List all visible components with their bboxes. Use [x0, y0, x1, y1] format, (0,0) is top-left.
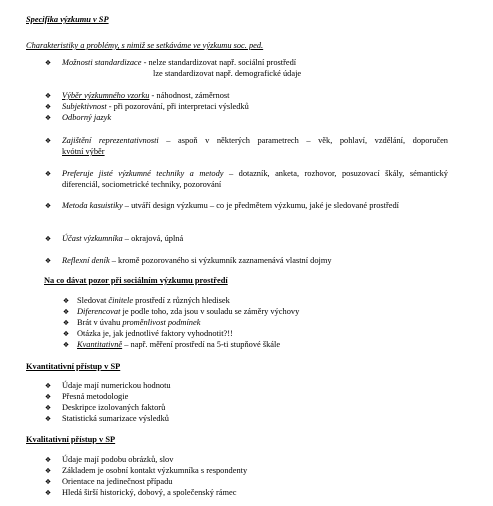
list-item: Diferencovat je podle toho, zda jsou v souladu se záměry výchovy [77, 307, 300, 316]
page-title: Specifika výzkumu v SP [26, 15, 109, 24]
list-item: Orientace na jedinečnost případu [62, 477, 173, 486]
list-item: Možnosti standardizace - nelze standardizovat např. sociální prostředí [62, 58, 297, 67]
list-item: Sledovat činitele prostředí z různých hledisek [77, 296, 230, 305]
bullet-icon: ❖ [44, 404, 52, 412]
bullet-icon: ❖ [44, 257, 52, 265]
bullet-icon: ❖ [44, 478, 52, 486]
list-item: Základem je osobní kontakt výzkumníka s respondenty [62, 466, 248, 475]
bullet-icon: ❖ [62, 308, 70, 316]
list-item-continuation: lze standardizovat např. demografické údaje [153, 69, 302, 78]
bullet-icon: ❖ [44, 393, 52, 401]
section-heading-caution: Na co dávat pozor při sociálním výzkumu prostředí [44, 276, 228, 285]
bullet-icon: ❖ [44, 137, 52, 145]
bullet-icon: ❖ [44, 92, 52, 100]
list-item: Brát v úvahu proměnlivost podmínek [77, 318, 201, 327]
bullet-icon: ❖ [62, 341, 70, 349]
list-item: Přesná metodologie [62, 392, 129, 401]
bullet-icon: ❖ [44, 415, 52, 423]
bullet-icon: ❖ [44, 467, 52, 475]
list-item-continuation: diferenciál, sociometrické techniky, pozorování [62, 180, 222, 189]
list-item-continuation: kvótní výběr [62, 147, 105, 156]
bullet-icon: ❖ [44, 114, 52, 122]
section-heading-quantitative: Kvantitativní přístup v SP [26, 362, 121, 371]
list-item: Odborný jazyk [62, 113, 112, 122]
list-item: Údaje mají podobu obrázků, slov [62, 455, 174, 464]
list-item: Výběr výzkumného vzorku - náhodnost, záměrnost [62, 91, 230, 100]
bullet-icon: ❖ [44, 202, 52, 210]
bullet-icon: ❖ [62, 319, 70, 327]
bullet-icon: ❖ [44, 235, 52, 243]
bullet-icon: ❖ [44, 456, 52, 464]
list-item: Metoda kasuistiky – utváří design výzkumu – co je předmětem výzkumu, jaké je sledované prostředí [62, 201, 400, 210]
list-item: Deskripce izolovaných faktorů [62, 403, 166, 412]
bullet-icon: ❖ [44, 382, 52, 390]
list-item: Hledá širší historický, dobový, a společenský rámec [62, 488, 237, 497]
page-subtitle: Charakteristiky a problémy, s nimiž se setkáváme ve výzkumu soc. ped. [26, 41, 264, 50]
list-item: Otázka je, jak jednotlivé faktory vyhodnotit?!! [77, 329, 233, 338]
bullet-icon: ❖ [44, 170, 52, 178]
list-item: Statistická sumarizace výsledků [62, 414, 169, 423]
list-item: Účast výzkumníka – okrajová, úplná [62, 234, 184, 243]
bullet-icon: ❖ [44, 103, 52, 111]
section-heading-qualitative: Kvalitativní přístup v SP [26, 435, 116, 444]
bullet-icon: ❖ [44, 59, 52, 67]
list-item: Reflexní deník – kromě pozorovaného si výzkumník zaznamenává vlastní dojmy [62, 256, 332, 265]
bullet-icon: ❖ [44, 489, 52, 497]
list-item: Subjektivnost - při pozorování, při interpretaci výsledků [62, 102, 249, 111]
bullet-icon: ❖ [62, 330, 70, 338]
list-item: Údaje mají numerickou hodnotu [62, 381, 171, 390]
bullet-icon: ❖ [62, 297, 70, 305]
list-item: Kvantitativně – např. měření prostředí na 5-ti stupňové škále [77, 340, 281, 349]
list-item: Preferuje jisté výzkumné techniky a metody – dotazník, anketa, rozhovor, posuzovací škály, sémantický [62, 169, 448, 178]
list-item: Zajištění reprezentativnosti – aspoň v některých parametrech – věk, pohlaví, vzdělání, doporučen [62, 136, 448, 145]
